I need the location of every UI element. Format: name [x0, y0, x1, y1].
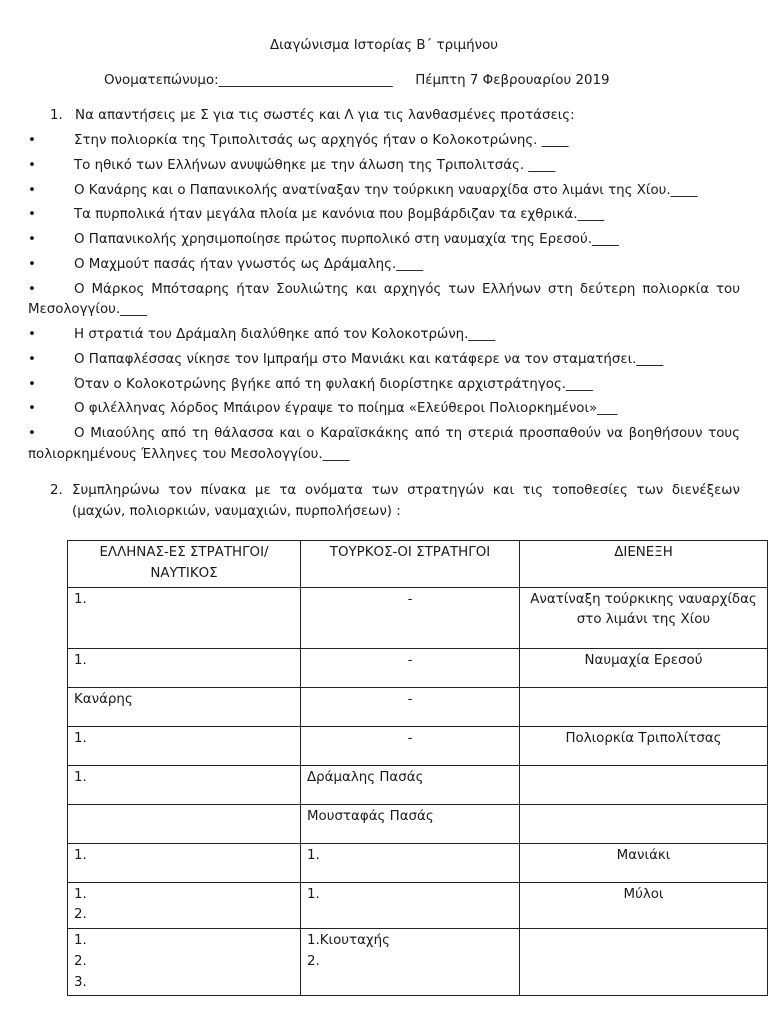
- statement-text: Ο Παπαφλέσσας νίκησε τον Ιμπραήμ στο Μανιάκι και κατάφερε να τον σταματήσει.____: [74, 351, 664, 367]
- question-1: [50, 106, 730, 127]
- statement-text: Η στρατιά του Δράμαλη διαλύθηκε από τον Κολοκοτρώνη.____: [74, 327, 496, 343]
- statement-item: [28, 230, 740, 251]
- statement-text: Το ηθικό των Ελλήνων ανυψώθηκε με την άλωση της Τριπολιτσάς. ____: [74, 157, 556, 173]
- table-header-row: [68, 541, 768, 588]
- statement-text: Ο φιλέλληνας λόρδος Μπάιρον έγραψε το ποίημα «Ελεύθεροι Πολιορκημένοι»___: [74, 401, 618, 417]
- statement-text: Όταν ο Κολοκοτρώνης βγήκε από τη φυλακή διορίστηκε αρχιστράτηγος.____: [74, 376, 593, 392]
- statement-item: [28, 131, 740, 152]
- question-1-statements: [28, 131, 740, 470]
- page-title: Διαγώνισμα Ιστορίας Β΄ τριμήνου: [269, 38, 499, 53]
- bullet-icon: •: [28, 426, 36, 442]
- cell-greek: 1.: [68, 726, 301, 765]
- statement-text: Τα πυρπολικά ήταν μεγάλα πλοία με κανόνια που βομβάρδιζαν τα εχθρικά.____: [74, 207, 605, 223]
- table-row: [68, 587, 768, 648]
- name-date-line: [104, 71, 664, 92]
- cell-greek: 1.: [68, 648, 301, 687]
- cell-conflict: [520, 765, 768, 804]
- cell-conflict: Μανιάκι: [520, 843, 768, 882]
- statement-item: [28, 375, 740, 396]
- cell-turkish: 1.: [301, 882, 520, 929]
- cell-conflict: [520, 929, 768, 996]
- question-2-prompt: Συμπληρώνω τον πίνακα με τα ονόματα των στρατηγών και τις τοποθεσίες των διενέξεων (μαχών, πολιορκιών, ναυμαχιών, πυρπολήσεων) :: [72, 483, 740, 519]
- question-2: [50, 481, 740, 523]
- bullet-icon: •: [28, 351, 36, 367]
- cell-turkish: -: [301, 648, 520, 687]
- table-row: [68, 687, 768, 726]
- table-row: [68, 765, 768, 804]
- statement-item: [28, 255, 740, 276]
- date-text: Πέμπτη 7 Φεβρουαρίου 2019: [415, 73, 610, 88]
- cell-greek: 1. 2. 3.: [68, 929, 301, 996]
- bullet-icon: •: [28, 376, 36, 392]
- cell-turkish: Μουσταφάς Πασάς: [301, 804, 520, 843]
- cell-greek: 1. 2.: [68, 882, 301, 929]
- table-row: [68, 726, 768, 765]
- cell-turkish: -: [301, 726, 520, 765]
- cell-turkish: Δράμαλης Πασάς: [301, 765, 520, 804]
- cell-turkish: 1.Κιουταχής 2.: [301, 929, 520, 996]
- question-1-prompt: Να απαντήσεις με Σ για τις σωστές και Λ για τις λανθασμένες προτάσεις:: [75, 108, 575, 123]
- header-turkish-generals: ΤΟΥΡΚΟΣ-ΟΙ ΣΤΡΑΤΗΓΟΙ: [301, 541, 520, 588]
- generals-table: [67, 540, 768, 996]
- bullet-icon: •: [28, 232, 36, 248]
- cell-conflict: [520, 804, 768, 843]
- bullet-icon: •: [28, 256, 36, 272]
- statement-text: Ο Μιαούλης από τη θάλασσα και ο Καραϊσκάκης από τη στεριά προσπαθούν να βοηθήσουν τους πολιορκημένους Έλληνες του Μεσολογγίου.____: [28, 426, 740, 462]
- bullet-icon: •: [28, 281, 36, 297]
- table-row: [68, 648, 768, 687]
- table-row: [68, 882, 768, 929]
- header-greek-generals: ΕΛΛΗΝΑΣ-ΕΣ ΣΤΡΑΤΗΓΟΙ/ΝΑΥΤΙΚΟΣ: [68, 541, 301, 588]
- table-row: [68, 929, 768, 996]
- table-row: [68, 804, 768, 843]
- cell-turkish: -: [301, 587, 520, 648]
- statement-item: [28, 325, 740, 346]
- bullet-icon: •: [28, 157, 36, 173]
- bullet-icon: •: [28, 401, 36, 417]
- bullet-icon: •: [28, 207, 36, 223]
- statement-item: [28, 181, 740, 202]
- question-2-number: 2.: [50, 483, 63, 498]
- name-field-label: Ονοματεπώνυμο:__________________________: [104, 73, 393, 88]
- statement-text: Ο Μαχμούτ πασάς ήταν γνωστός ως Δράμαλης.____: [74, 256, 424, 272]
- cell-conflict: Ανατίναξη τούρκικης ναυαρχίδας στο λιμάνι της Χίου: [520, 587, 768, 648]
- statement-text: Ο Μάρκος Μπότσαρης ήταν Σουλιώτης και αρχηγός των Ελλήνων στη δεύτερη πολιορκία του Μεσολογγίου.____: [28, 281, 740, 318]
- statement-item: [28, 424, 740, 466]
- statement-item: [28, 399, 740, 420]
- question-1-number: 1.: [50, 108, 63, 123]
- cell-turkish: 1.: [301, 843, 520, 882]
- cell-greek: 1.: [68, 587, 301, 648]
- cell-conflict: Μύλοι: [520, 882, 768, 929]
- statement-text: Ο Παπανικολής χρησιμοποίησε πρώτος πυρπολικό στη ναυμαχία της Ερεσού.____: [74, 232, 619, 248]
- statement-item: [28, 205, 740, 226]
- cell-conflict: Πολιορκία Τριπολίτσας: [520, 726, 768, 765]
- cell-conflict: [520, 687, 768, 726]
- statement-text: Ο Κανάρης και ο Παπανικολής ανατίναξαν την τούρκικη ναυαρχίδα στο λιμάνι της Χίου.____: [74, 182, 698, 198]
- bullet-icon: •: [28, 327, 36, 343]
- statement-text: Στην πολιορκία της Τριπολιτσάς ως αρχηγός ήταν ο Κολοκοτρώνης. ____: [74, 133, 569, 148]
- cell-conflict: Ναυμαχία Ερεσού: [520, 648, 768, 687]
- statement-item: [28, 280, 740, 322]
- cell-turkish: -: [301, 687, 520, 726]
- cell-greek: Κανάρης: [68, 687, 301, 726]
- bullet-icon: •: [28, 182, 36, 198]
- table-row: [68, 843, 768, 882]
- statement-item: [28, 350, 740, 371]
- cell-greek: [68, 804, 301, 843]
- cell-greek: 1.: [68, 765, 301, 804]
- bullet-icon: •: [28, 133, 36, 148]
- header-conflict: ΔΙΕΝΕΞΗ: [520, 541, 768, 588]
- cell-greek: 1.: [68, 843, 301, 882]
- statement-item: [28, 156, 740, 177]
